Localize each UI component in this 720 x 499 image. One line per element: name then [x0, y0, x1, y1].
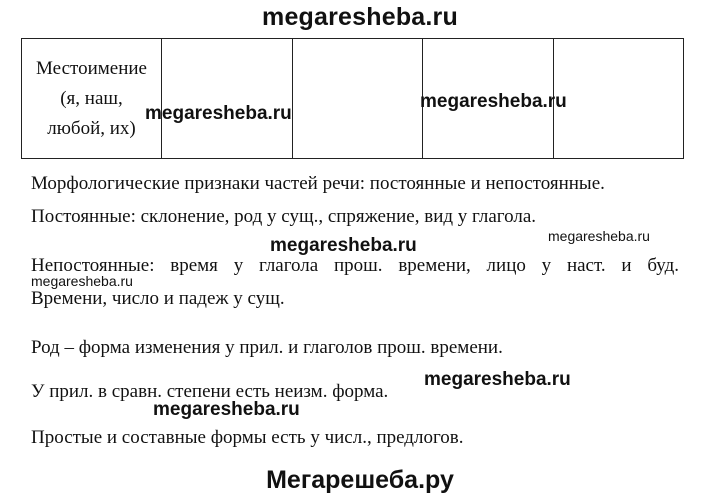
site-footer: Мегарешеба.ру: [266, 466, 454, 494]
site-header: megaresheba.ru: [262, 3, 458, 31]
empty-cell: [553, 39, 684, 159]
watermark: megaresheba.ru: [270, 235, 417, 256]
watermark: megaresheba.ru: [145, 103, 292, 124]
paragraph-comparative-degree: У прил. в сравн. степени есть неизм. форма.: [31, 381, 389, 402]
watermark: megaresheba.ru: [31, 273, 133, 289]
watermark: megaresheba.ru: [548, 228, 650, 244]
watermark: megaresheba.ru: [153, 399, 300, 420]
pronoun-examples-line1: (я, наш,: [60, 87, 123, 109]
paragraph-simple-compound-forms: Простые и составные формы есть у числ., предлогов.: [31, 427, 464, 448]
paragraph-variable-features: Непостоянные: время у глагола прош. времени, лицо у наст. и буд.: [31, 255, 679, 276]
paragraph-constant-features: Постоянные: склонение, род у сущ., спряжение, вид у глагола.: [31, 206, 537, 227]
table-row: [22, 39, 684, 159]
pronoun-cell: [22, 39, 162, 159]
paragraph-morphological-features: Морфологические признаки частей речи: постоянные и непостоянные.: [31, 173, 605, 194]
morphology-table: [21, 38, 684, 159]
pronoun-title: Местоимение: [36, 57, 147, 79]
paragraph-variable-features-continued: Времени, число и падеж у сущ.: [31, 288, 285, 309]
empty-cell: [292, 39, 423, 159]
watermark: megaresheba.ru: [420, 91, 567, 112]
empty-cell: [162, 39, 293, 159]
paragraph-gender: Род – форма изменения у прил. и глаголов прош. времени.: [31, 337, 503, 358]
pronoun-examples-line2: любой, их): [47, 117, 136, 139]
watermark: megaresheba.ru: [424, 369, 571, 390]
